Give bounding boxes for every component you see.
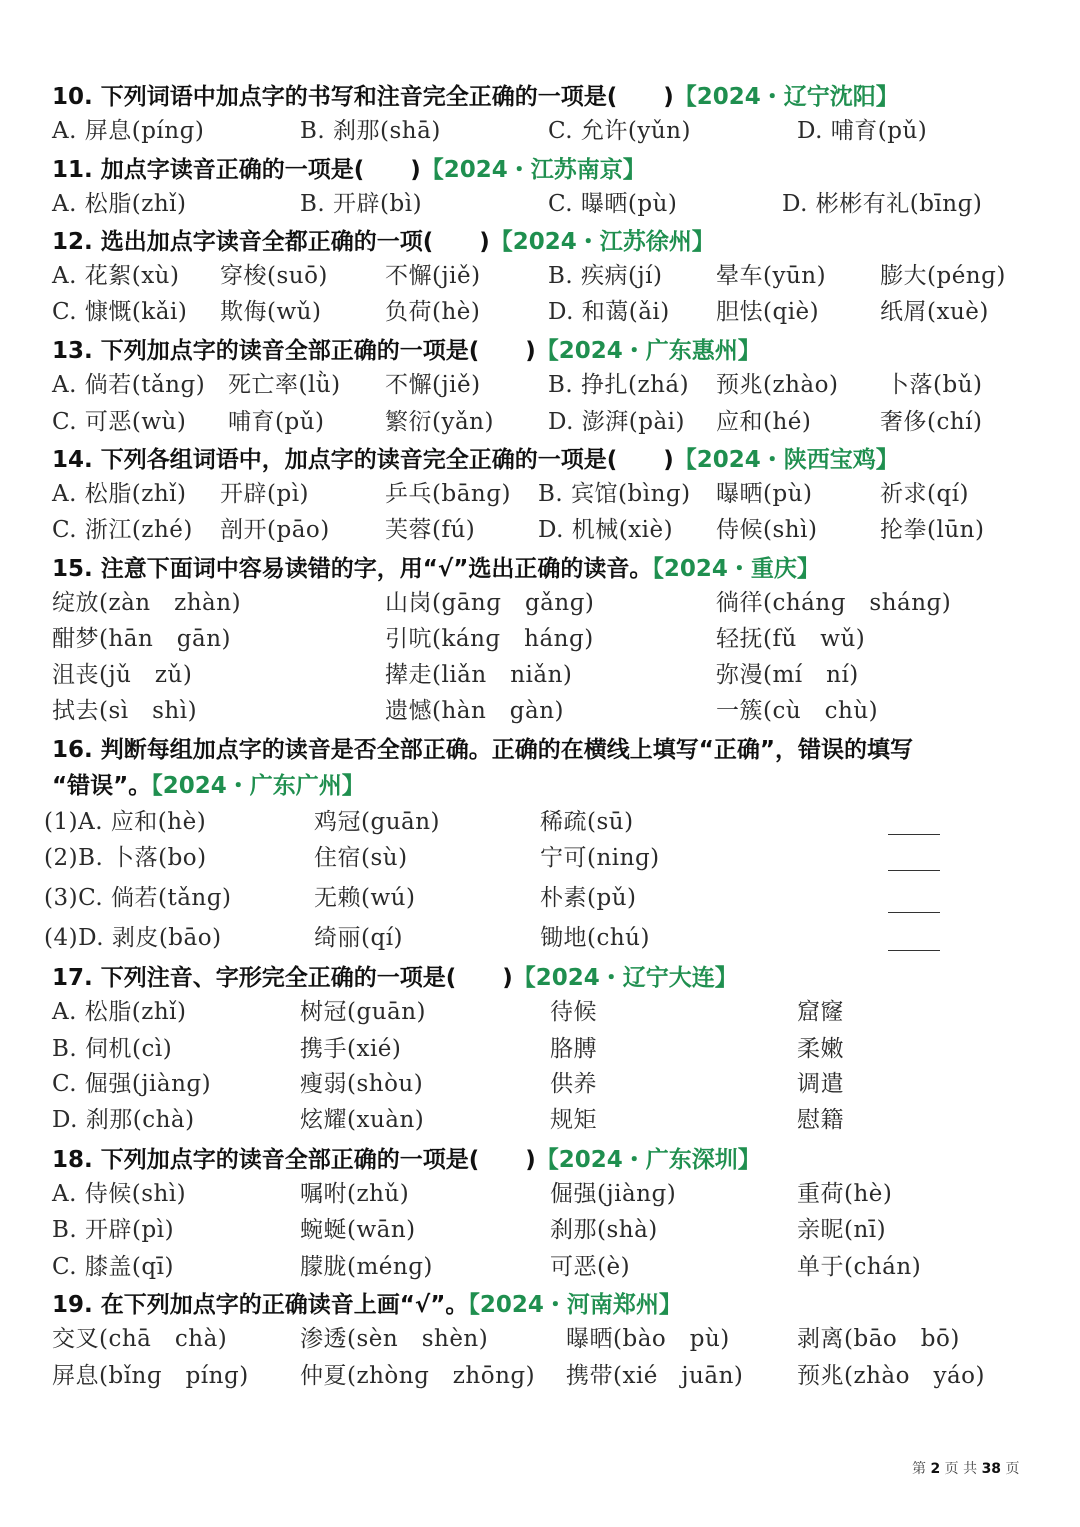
option-cell: 膨大(pénɡ) <box>880 263 1006 289</box>
option-cell: B. 疾病(jí) <box>548 263 663 289</box>
option-cell: 奢侈(chí) <box>880 409 983 435</box>
option-cell: 侍候(shì) <box>716 517 818 543</box>
source-tag: 【2024・重庆】 <box>652 556 820 582</box>
option-cell: 刹那(shà) <box>550 1217 658 1243</box>
question-16-item4 <box>0 920 1080 956</box>
word-cell: 绮丽(qí) <box>314 925 404 951</box>
word-cell: 沮丧(jǔ zǔ) <box>52 662 193 688</box>
option-cell: 调遣 <box>797 1071 844 1097</box>
option-cell: 不懈(jiě) <box>385 372 481 398</box>
word-cell: 锄地(chú) <box>540 925 650 951</box>
question-10-options <box>0 113 1080 149</box>
question-18-option-c <box>0 1249 1080 1285</box>
source-tag: 【2024・河南郑州】 <box>468 1292 682 1318</box>
word-cell: 屏息(bǐnɡ pínɡ) <box>52 1363 249 1389</box>
footer-suffix: 页 <box>1005 1461 1020 1477</box>
option-cell: C. 膝盖(qī) <box>52 1254 174 1280</box>
word-cell: 遗憾(hàn gàn) <box>385 698 565 724</box>
question-15-stem <box>0 551 1080 587</box>
word-cell: (2)B. 卜落(bo) <box>44 845 207 871</box>
option-cell: 卜落(bǔ) <box>886 372 983 398</box>
source-tag: 【2024・广东惠州】 <box>535 338 761 364</box>
option-cell: A. 倘若(tǎnɡ) <box>52 372 206 398</box>
option-cell: 哺育(pǔ) <box>228 409 325 435</box>
word-cell: 携带(xié juān) <box>566 1363 744 1389</box>
option-cell: 瘦弱(shòu) <box>300 1071 424 1097</box>
option-cell: C. 慷慨(kǎi) <box>52 299 188 325</box>
option-cell: 柔嫩 <box>797 1036 844 1062</box>
option-cell: B. 挣扎(zhá) <box>548 372 690 398</box>
question-12-stem <box>0 224 1080 260</box>
option-cell: D. 澎湃(pài) <box>548 409 685 435</box>
option-cell: C. 倔强(jiànɡ) <box>52 1071 212 1097</box>
question-18-stem <box>0 1142 1080 1178</box>
option-cell: 芙蓉(fú) <box>385 517 476 543</box>
option-cell: 携手(xié) <box>300 1036 402 1062</box>
option-cell: 繁衍(yǎn) <box>385 409 494 435</box>
question-13-options-row2 <box>0 404 1080 440</box>
question-15-row2 <box>0 621 1080 657</box>
option-cell: 不懈(jiě) <box>385 263 481 289</box>
question-18-text: 18. 下列加点字的读音全部正确的一项是( )【2024・广东深圳】 <box>52 1147 761 1173</box>
word-cell: (4)D. 剥皮(bāo) <box>44 925 222 951</box>
option-a: A. 屏息(pínɡ) <box>52 118 205 144</box>
word-cell: 预兆(zhào yáo) <box>797 1363 985 1389</box>
option-cell: 慰籍 <box>797 1107 844 1133</box>
option-cell: 乒乓(bānɡ) <box>385 481 511 507</box>
option-cell: 亲昵(nī) <box>797 1217 887 1243</box>
word-cell: 交叉(chā chà) <box>52 1326 228 1352</box>
option-d: D. 哺育(pǔ) <box>797 118 928 144</box>
option-cell: 待候 <box>550 999 597 1025</box>
word-cell: 仲夏(zhònɡ zhōnɡ) <box>300 1363 536 1389</box>
source-tag: 【2024・辽宁大连】 <box>512 965 738 991</box>
option-cell: 炫耀(xuàn) <box>300 1107 425 1133</box>
question-17-option-a <box>0 994 1080 1030</box>
word-cell: 曝晒(bào pù) <box>566 1326 730 1352</box>
option-cell: 胆怯(qiè) <box>716 299 820 325</box>
option-cell: 规矩 <box>550 1107 597 1133</box>
option-cell: 应和(hé) <box>716 409 812 435</box>
question-16-text-cont: “错误”。【2024・广东广州】 <box>52 773 365 799</box>
word-cell: 绽放(zàn zhàn) <box>52 590 242 616</box>
question-16-item3 <box>0 880 1080 916</box>
option-cell: 剖开(pāo) <box>220 517 330 543</box>
question-11-stem <box>0 152 1080 188</box>
option-cell: D. 机械(xiè) <box>538 517 674 543</box>
question-15-text: 15. 注意下面词中容易读错的字，用“√”选出正确的读音。【2024・重庆】 <box>52 556 820 582</box>
option-cell: 可恶(è) <box>550 1254 631 1280</box>
word-cell: 引吭(kánɡ hánɡ) <box>385 626 594 652</box>
option-cell: B. 宾馆(bìnɡ) <box>538 481 691 507</box>
source-tag: 【2024・江苏徐州】 <box>489 229 715 255</box>
word-cell: 剥离(bāo bō) <box>797 1326 960 1352</box>
question-15-row4 <box>0 693 1080 729</box>
page-number-footer <box>912 1458 1020 1478</box>
question-17-option-c <box>0 1066 1080 1102</box>
question-13-text: 13. 下列加点字的读音全部正确的一项是( )【2024・广东惠州】 <box>52 338 761 364</box>
option-cell: 欺侮(wǔ) <box>220 299 322 325</box>
option-cell: 晕车(yūn) <box>716 263 827 289</box>
question-12-text: 12. 选出加点字读音全都正确的一项( )【2024・江苏徐州】 <box>52 229 715 255</box>
option-b: B. 刹那(shā) <box>300 118 441 144</box>
word-cell: 山岗(gānɡ gǎnɡ) <box>385 590 595 616</box>
question-15-row1 <box>0 585 1080 621</box>
total-pages: 38 <box>981 1461 1002 1477</box>
option-cell: A. 花絮(xù) <box>52 263 180 289</box>
word-cell: 朴素(pǔ) <box>540 885 637 911</box>
question-13-options-row1 <box>0 367 1080 403</box>
option-c: C. 允许(yǔn) <box>548 118 691 144</box>
option-cell: B. 开辟(pì) <box>52 1217 175 1243</box>
word-cell: 一簇(cù chù) <box>716 698 879 724</box>
question-15-row3 <box>0 657 1080 693</box>
source-tag: 【2024・辽宁沈阳】 <box>673 84 899 110</box>
question-19-row1 <box>0 1321 1080 1357</box>
option-cell: 预兆(zhào) <box>716 372 839 398</box>
question-18-option-a <box>0 1176 1080 1212</box>
option-cell: 嘱咐(zhǔ) <box>300 1181 410 1207</box>
option-cell: 抡拳(lūn) <box>880 517 985 543</box>
word-cell: 鸡冠(guān) <box>314 809 441 835</box>
option-cell: 开辟(pì) <box>220 481 310 507</box>
question-16-text: 16. 判断每组加点字的读音是否全部正确。正确的在横线上填写“正确”，错误的填写 <box>52 737 913 763</box>
question-14-text: 14. 下列各组词语中，加点字的读音完全正确的一项是( )【2024・陕西宝鸡】 <box>52 447 899 473</box>
word-cell: 住宿(sù) <box>314 845 408 871</box>
option-cell: 窟窿 <box>797 999 844 1025</box>
question-19-row2 <box>0 1358 1080 1394</box>
option-cell: D. 刹那(chà) <box>52 1107 195 1133</box>
option-cell: 祈求(qí) <box>880 481 970 507</box>
source-tag: 【2024・江苏南京】 <box>420 157 646 183</box>
source-tag: 【2024・陕西宝鸡】 <box>673 447 899 473</box>
option-cell: 负荷(hè) <box>385 299 481 325</box>
question-10-text: 10. 下列词语中加点字的书写和注音完全正确的一项是( )【2024・辽宁沈阳】 <box>52 84 899 110</box>
question-17-option-d <box>0 1102 1080 1138</box>
option-cell: A. 松脂(zhǐ) <box>52 481 187 507</box>
question-10-stem <box>0 79 1080 115</box>
footer-prefix: 第 <box>912 1461 926 1477</box>
question-16-item2 <box>0 840 1080 876</box>
question-16-stem-line2 <box>0 768 1080 804</box>
word-cell: 酣梦(hān gān) <box>52 626 232 652</box>
answer-blank[interactable] <box>888 912 940 913</box>
source-tag: 【2024・广东深圳】 <box>535 1147 761 1173</box>
option-cell: 穿梭(suō) <box>220 263 328 289</box>
word-cell: 渗透(sèn shèn) <box>300 1326 489 1352</box>
source-tag: 【2024・广东广州】 <box>151 773 365 799</box>
word-cell: 徜徉(chánɡ shánɡ) <box>716 590 952 616</box>
word-cell: 撵走(liǎn niǎn) <box>385 662 573 688</box>
word-cell: 拭去(sì shì) <box>52 698 198 724</box>
option-cell: 单于(chán) <box>797 1254 922 1280</box>
question-19-stem <box>0 1287 1080 1323</box>
word-cell: 宁可(ninɡ) <box>540 845 660 871</box>
word-cell: 稀疏(sū) <box>540 809 634 835</box>
option-cell: 蜿蜒(wān) <box>300 1217 416 1243</box>
word-cell: (3)C. 倘若(tǎnɡ) <box>44 885 232 911</box>
option-cell: D. 和蔼(ǎi) <box>548 299 670 325</box>
question-17-stem <box>0 960 1080 996</box>
question-12-options-row2 <box>0 294 1080 330</box>
question-16-item1 <box>0 804 1080 840</box>
question-11-text: 11. 加点字读音正确的一项是( )【2024・江苏南京】 <box>52 157 646 183</box>
question-17-text: 17. 下列注音、字形完全正确的一项是( )【2024・辽宁大连】 <box>52 965 738 991</box>
question-14-stem <box>0 442 1080 478</box>
option-cell: 供养 <box>550 1071 597 1097</box>
option-cell: A. 侍候(shì) <box>52 1181 187 1207</box>
word-cell: (1)A. 应和(hè) <box>44 809 207 835</box>
option-cell: A. 松脂(zhǐ) <box>52 999 187 1025</box>
option-cell: 胳膊 <box>550 1036 597 1062</box>
option-cell: 倔强(jiànɡ) <box>550 1181 677 1207</box>
current-page: 2 <box>930 1461 941 1477</box>
question-13-stem <box>0 333 1080 369</box>
word-cell: 弥漫(mí ní) <box>716 662 859 688</box>
question-18-option-b <box>0 1212 1080 1248</box>
option-cell: 重荷(hè) <box>797 1181 893 1207</box>
option-cell: 死亡率(lǜ) <box>228 372 341 398</box>
option-cell: 树冠(guān) <box>300 999 427 1025</box>
option-cell: 曝晒(pù) <box>716 481 813 507</box>
option-c: C. 曝晒(pù) <box>548 191 678 217</box>
word-cell: 轻抚(fǔ wǔ) <box>716 626 866 652</box>
option-d: D. 彬彬有礼(bīnɡ) <box>782 191 983 217</box>
option-a: A. 松脂(zhǐ) <box>52 191 187 217</box>
footer-mid: 页 共 <box>944 1461 978 1477</box>
question-19-text: 19. 在下列加点字的正确读音上画“√”。【2024・河南郑州】 <box>52 1292 682 1318</box>
question-17-option-b <box>0 1031 1080 1067</box>
question-11-options <box>0 186 1080 222</box>
option-cell: 纸屑(xuè) <box>880 299 989 325</box>
question-12-options-row1 <box>0 258 1080 294</box>
option-cell: C. 可恶(wù) <box>52 409 187 435</box>
option-cell: 朦胧(ménɡ) <box>300 1254 433 1280</box>
word-cell: 无赖(wú) <box>314 885 416 911</box>
option-b: B. 开辟(bì) <box>300 191 423 217</box>
answer-blank[interactable] <box>888 950 940 951</box>
question-14-options-row2 <box>0 512 1080 548</box>
question-14-options-row1 <box>0 476 1080 512</box>
answer-blank[interactable] <box>888 870 940 871</box>
question-16-stem <box>0 732 1080 768</box>
answer-blank[interactable] <box>888 834 940 835</box>
option-cell: C. 浙江(zhé) <box>52 517 193 543</box>
option-cell: B. 伺机(cì) <box>52 1036 173 1062</box>
